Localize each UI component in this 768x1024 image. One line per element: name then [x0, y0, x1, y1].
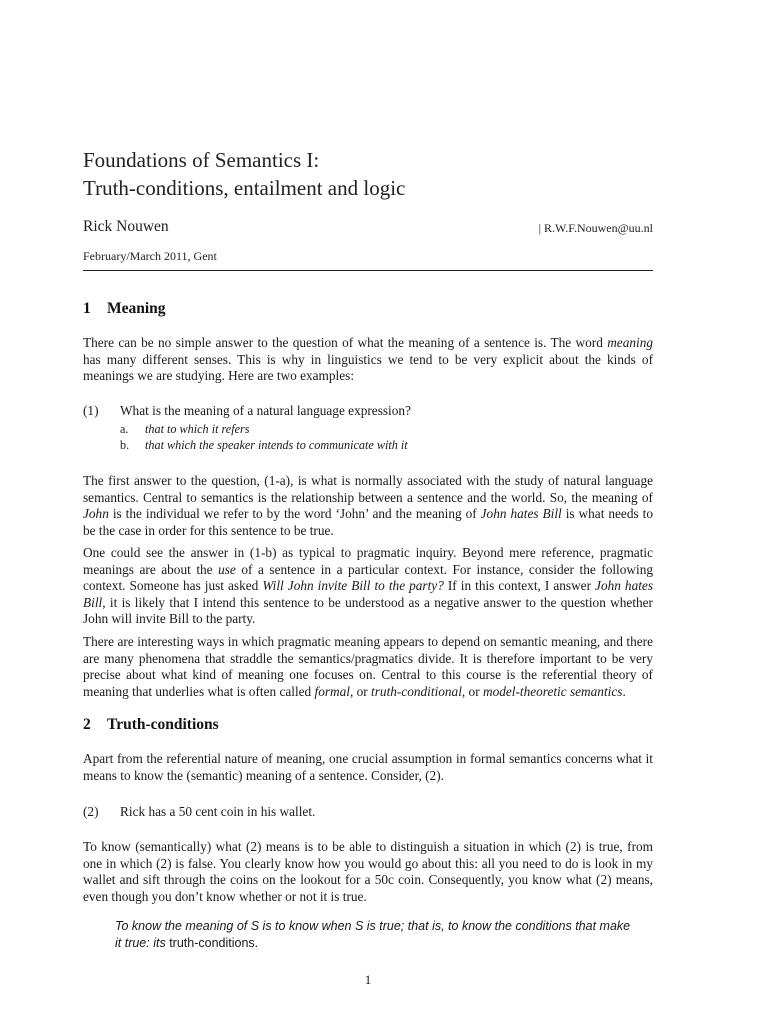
section-number: 1 [83, 300, 91, 317]
sub-text: that to which it refers [145, 422, 250, 436]
text-run: One could see the answer in (1-b) as typical to pragmatic inquiry. Beyond mere reference, pragmatic meanings are about the [83, 545, 653, 577]
header-divider [83, 270, 653, 271]
title-line-2: Truth-conditions, entailment and logic [83, 176, 406, 200]
sub-label: a. [120, 422, 129, 436]
emphasis: John hates Bill [83, 578, 653, 610]
text-run: has many different senses. This is why in linguistics we tend to be very explicit about the kinds of meanings we are studying. Here are two examples: [83, 351, 653, 384]
quote-italic: To know the meaning of S is to know when S is true; that is, to know the conditions that make it true: its [115, 919, 631, 950]
emphasis: Will John invite Bill to the party? [262, 578, 444, 594]
section-heading-truth-conditions [83, 716, 219, 734]
document-date: February/March 2011, Gent [83, 249, 217, 263]
emphasis: truth-conditional [371, 683, 462, 699]
example-2 [83, 804, 315, 821]
section-heading-meaning [83, 300, 166, 318]
document-title [83, 146, 405, 202]
paragraph-intro [83, 335, 653, 385]
text-run: , or [461, 683, 483, 699]
emphasis: model-theoretic semantics [482, 683, 623, 699]
emphasis: use [218, 561, 236, 577]
text-run: is the individual we refer to by the word ‘John’ and the meaning of [108, 506, 481, 522]
emphasis: meaning [607, 335, 653, 350]
example-label: (2) [83, 804, 99, 819]
text-run: of a sentence in a particular context. For instance, consider the following context. Someone has just asked [83, 561, 653, 594]
example-label: (1) [83, 403, 99, 418]
text-run: , or [349, 683, 372, 699]
definition-quote [115, 918, 635, 951]
quote-term: truth-conditions. [165, 935, 259, 950]
emphasis: John [83, 506, 109, 522]
paragraph-knowing-meaning: Apart from the referential nature of meaning, one crucial assumption in formal semantics concerns what it means to know the (semantic) meaning of a sentence. Consider, (2). [83, 751, 653, 783]
paragraph-distinguish: To know (semantically) what (2) means is to be able to distinguish a situation in which (2) is true, from one in which (2) is false. You clearly know how you would go about this: all you need to do is look in my wallet and sift through the coins on the lookout for a 50c coin. Consequently, you know what (2) means, even though you don’t know whether or not it is true. [83, 839, 653, 904]
sub-label: b. [120, 438, 130, 452]
text-run: is what needs to be the case in order for this sentence to be true. [83, 506, 653, 538]
text-run: There can be no simple answer to the question of what the meaning of a sentence is. The word [83, 335, 608, 350]
paragraph-formal-semantics [83, 634, 653, 700]
example-text: What is the meaning of a natural language expression? [120, 403, 411, 418]
author-email: | R.W.F.Nouwen@uu.nl [538, 221, 653, 235]
text-run: , it is likely that I intend this sentence to be understood as a negative answer to the question whether John will invite Bill to the party. [83, 594, 653, 627]
section-title: Meaning [107, 300, 166, 317]
example-1b [120, 437, 408, 453]
example-text: Rick has a 50 cent coin in his wallet. [120, 804, 316, 819]
text-run: The first answer to the question, (1-a), is what is normally associated with the study of natural language semantics. Central to semantics is the relationship between a sentence and the world. So, the meaning of [83, 473, 653, 505]
text-run: There are interesting ways in which pragmatic meaning appears to depend on semantic meaning, and there are many phenomena that straddle the semantics/pragmatics divide. It is therefore important to be very precise about what kind of meaning one focuses on. Central to this course is the referential theory of meaning that underlies what is often called [83, 634, 653, 699]
text-run: If in this context, I answer [443, 578, 596, 594]
author-name: Rick Nouwen [83, 218, 169, 235]
section-title: Truth-conditions [107, 716, 219, 733]
paragraph-pragmatics [83, 545, 653, 628]
emphasis: John hates Bill [480, 506, 562, 522]
paragraph-semantics [83, 473, 653, 539]
text-run: . [622, 683, 626, 699]
sub-text: that which the speaker intends to communicate with it [145, 438, 408, 452]
emphasis: formal [314, 683, 350, 699]
page-number: 1 [364, 972, 372, 987]
example-1a [120, 421, 250, 437]
section-number: 2 [83, 716, 91, 733]
title-line-1: Foundations of Semantics I: [83, 148, 320, 172]
example-1 [83, 403, 411, 420]
